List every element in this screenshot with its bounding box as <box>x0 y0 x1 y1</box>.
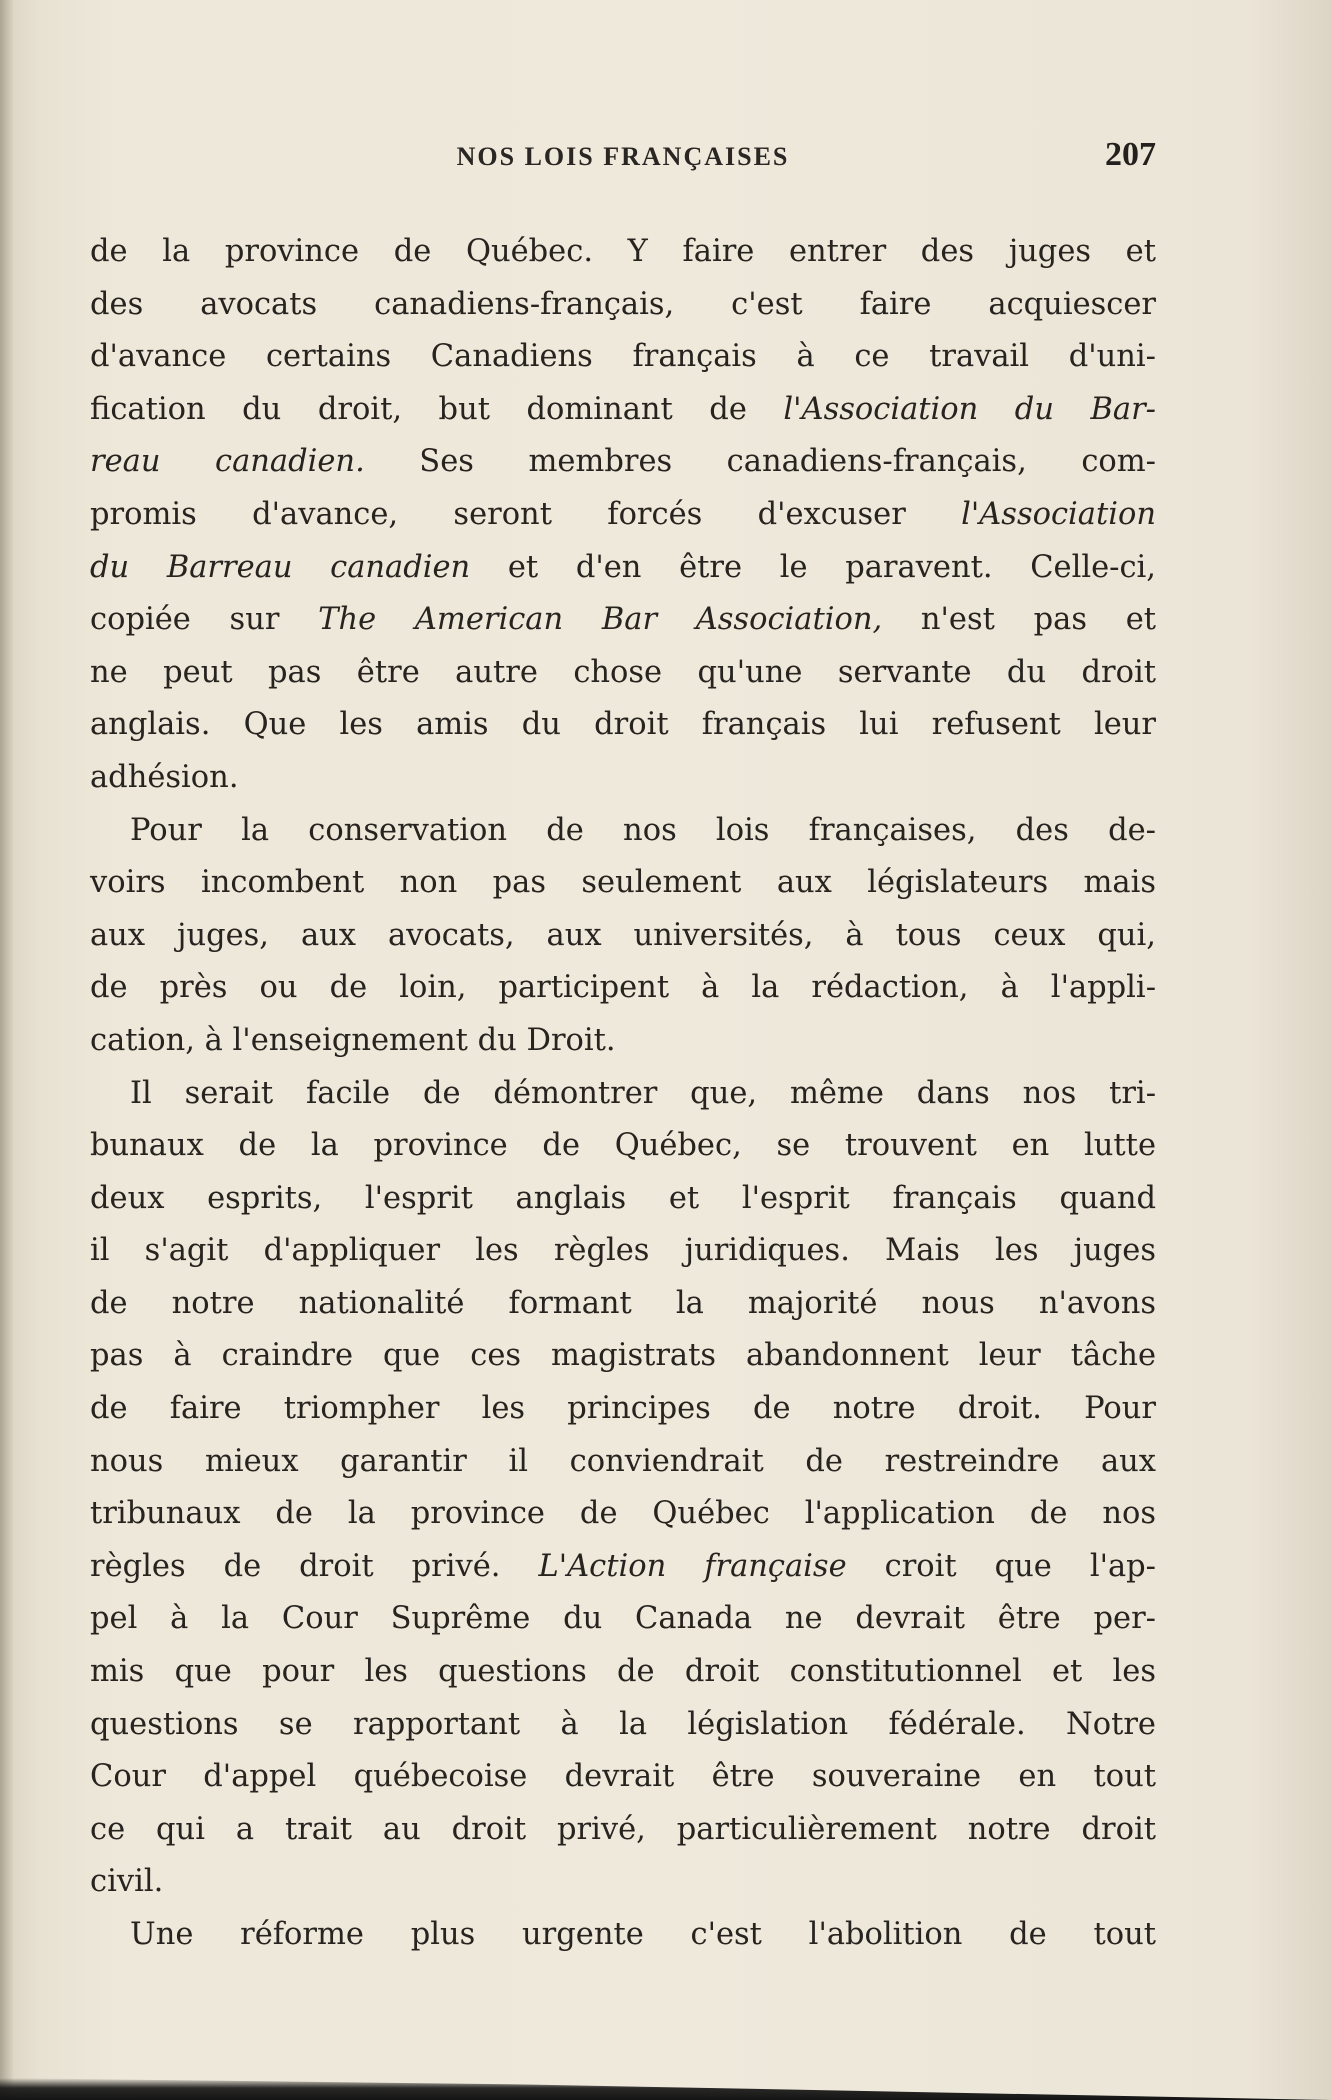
text-line: bunaux de la province de Québec, se trouvent en lutte <box>90 1128 1156 1164</box>
paragraph-3 <box>90 1068 1156 1910</box>
text-line: de près ou de loin, participent à la rédaction, à l'appli- <box>90 970 1156 1006</box>
text-line: Une réforme plus urgente c'est l'abolition de tout <box>130 1917 1156 1952</box>
text-line: des avocats canadiens-français, c'est faire acquiescer <box>90 286 1156 322</box>
text-line: d'avance certains Canadiens français à ce travail d'uni- <box>90 339 1156 375</box>
text-line: mis que pour les questions de droit constitutionnel et les <box>90 1654 1156 1690</box>
text-line <box>90 542 1156 595</box>
text-line <box>90 1541 1156 1594</box>
page-bottom-edge <box>0 2078 1331 2100</box>
text-line: de faire triompher les principes de notre droit. Pour <box>90 1391 1156 1427</box>
paragraph-4 <box>90 1909 1156 1962</box>
text-line <box>90 436 1156 489</box>
text-run: Ses membres canadiens-français, com- <box>364 444 1156 480</box>
page-number: 207 <box>1105 136 1156 173</box>
text-line: questions se rapportant à la législation fédérale. Notre <box>90 1706 1156 1742</box>
body-text <box>90 226 1156 1962</box>
text-line: Il serait facile de démontrer que, même dans nos tri- <box>130 1075 1156 1111</box>
text-line: Pour la conservation de nos lois françaises, des de- <box>130 812 1156 848</box>
text-line: voirs incombent non pas seulement aux législateurs mais <box>90 865 1156 901</box>
italic-run: l'Association <box>961 496 1156 532</box>
text-run: règles de droit privé. <box>90 1548 539 1584</box>
text-line <box>90 594 1156 647</box>
text-line <box>90 489 1156 542</box>
running-title: NOS LOIS FRANÇAISES <box>456 142 790 171</box>
italic-run: du Barreau canadien <box>90 549 471 585</box>
text-line: ne peut pas être autre chose qu'une servante du droit <box>90 654 1156 690</box>
paragraph-1 <box>90 226 1156 805</box>
text-line: nous mieux garantir il conviendrait de restreindre aux <box>90 1443 1156 1479</box>
text-line: adhésion. <box>90 759 239 795</box>
text-line: cation, à l'enseignement du Droit. <box>90 1022 616 1058</box>
text-line: anglais. Que les amis du droit français lui refusent leur <box>90 707 1156 743</box>
text-line: deux esprits, l'esprit anglais et l'esprit français quand <box>90 1180 1156 1216</box>
text-line: pel à la Cour Suprême du Canada ne devrait être per- <box>90 1601 1156 1637</box>
page-gutter-shadow <box>0 0 14 2100</box>
text-line: Cour d'appel québecoise devrait être souveraine en tout <box>90 1759 1156 1795</box>
text-run: fication du droit, but dominant de <box>90 391 784 427</box>
text-line: il s'agit d'appliquer les règles juridiques. Mais les juges <box>90 1233 1156 1269</box>
italic-run: The American Bar Association, <box>318 602 883 638</box>
text-line: ce qui a trait au droit privé, particulièrement notre droit <box>90 1811 1156 1847</box>
running-header <box>90 136 1156 176</box>
text-line: pas à craindre que ces magistrats abandonnent leur tâche <box>90 1338 1156 1374</box>
text-line: de la province de Québec. Y faire entrer des juges et <box>90 234 1156 269</box>
text-line <box>90 384 1156 437</box>
text-run: croit que l'ap- <box>846 1548 1156 1584</box>
text-line: aux juges, aux avocats, aux universités, à tous ceux qui, <box>90 917 1156 953</box>
text-line: tribunaux de la province de Québec l'application de nos <box>90 1496 1156 1532</box>
text-line: de notre nationalité formant la majorité nous n'avons <box>90 1285 1156 1321</box>
text-run: et d'en être le paravent. Celle-ci, <box>470 549 1156 585</box>
text-run: n'est pas et <box>882 602 1156 638</box>
italic-run: reau canadien. <box>90 444 365 480</box>
paragraph-2 <box>90 805 1156 1068</box>
italic-run: l'Association du Bar- <box>783 391 1156 427</box>
text-run: copiée sur <box>90 602 319 638</box>
text-run: promis d'avance, seront forcés d'excuser <box>90 496 962 532</box>
text-line: civil. <box>90 1864 164 1900</box>
italic-run: L'Action française <box>538 1548 847 1584</box>
